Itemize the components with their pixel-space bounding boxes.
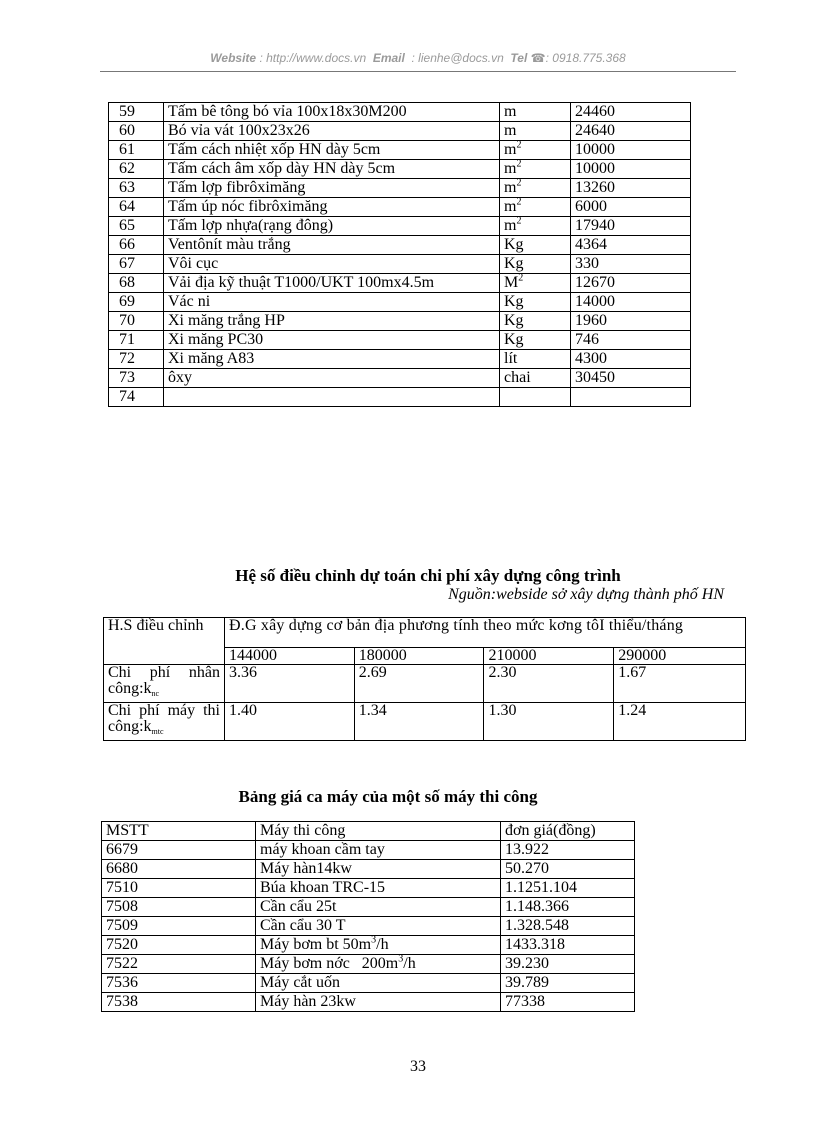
table-row bbox=[102, 898, 635, 917]
table-row bbox=[102, 860, 635, 879]
unit: $m^2$ bbox=[500, 179, 571, 198]
machine-name: Cần cẩu 25t bbox=[256, 898, 501, 917]
coef-row-label: Chi phí nhân $công:k_{nc}$ bbox=[104, 665, 225, 703]
unit: $m^2$ bbox=[500, 160, 571, 179]
website-url: : http://www.docs.vn bbox=[259, 51, 367, 65]
quantity: 17940 bbox=[571, 217, 691, 236]
wage-level: 210000 bbox=[484, 648, 614, 665]
page-header bbox=[100, 51, 736, 65]
machine-price: 13.922 bbox=[501, 841, 635, 860]
table-row bbox=[102, 955, 635, 974]
unit: m bbox=[500, 103, 571, 122]
material-name: Bó vỉa vát 100x23x26 bbox=[164, 122, 500, 141]
machine-code: 7509 bbox=[102, 917, 256, 936]
material-name: ôxy bbox=[164, 369, 500, 388]
page-number: 33 bbox=[410, 1058, 426, 1075]
tel-number: : 0918.775.368 bbox=[545, 51, 626, 65]
quantity: 1960 bbox=[571, 312, 691, 331]
material-name: Ventônít màu trắng bbox=[164, 236, 500, 255]
quantity bbox=[571, 388, 691, 407]
unit: chai bbox=[500, 369, 571, 388]
item-number: 66 bbox=[109, 236, 164, 255]
unit: Kg bbox=[500, 331, 571, 350]
item-number: 62 bbox=[109, 160, 164, 179]
table-row bbox=[102, 936, 635, 955]
table-row bbox=[109, 103, 691, 122]
dg-header: Đ.G xây dựng cơ bản địa phương tính theo mức kơng tôI thiểu/tháng bbox=[225, 618, 746, 648]
unit: Kg bbox=[500, 293, 571, 312]
table-row bbox=[109, 217, 691, 236]
quantity: 12670 bbox=[571, 274, 691, 293]
machine-price: 1.148.366 bbox=[501, 898, 635, 917]
tel-label: Tel bbox=[510, 51, 528, 65]
coef-row-machine bbox=[104, 703, 746, 741]
machine-code: 7510 bbox=[102, 879, 256, 898]
table-row bbox=[109, 293, 691, 312]
unit: m bbox=[500, 122, 571, 141]
material-name: Tấm cách nhiệt xốp HN dày 5cm bbox=[164, 141, 500, 160]
quantity: 24640 bbox=[571, 122, 691, 141]
machine-code: 7522 bbox=[102, 955, 256, 974]
wage-level: 180000 bbox=[354, 648, 484, 665]
header-divider bbox=[100, 71, 736, 72]
quantity: 10000 bbox=[571, 141, 691, 160]
item-number: 65 bbox=[109, 217, 164, 236]
material-name: Tấm bê tông bó vỉa 100x18x30M200 bbox=[164, 103, 500, 122]
machine-name: Búa khoan TRC-15 bbox=[256, 879, 501, 898]
material-name bbox=[164, 388, 500, 407]
quantity: 10000 bbox=[571, 160, 691, 179]
wage-level: 290000 bbox=[614, 648, 746, 665]
material-name: Tấm úp nóc fibrôximăng bbox=[164, 198, 500, 217]
column-header: đơn giá(đồng) bbox=[501, 822, 635, 841]
machine-price: 1.1251.104 bbox=[501, 879, 635, 898]
machine-price: 39.230 bbox=[501, 955, 635, 974]
item-number: 60 bbox=[109, 122, 164, 141]
coef-header-row bbox=[104, 618, 746, 648]
machine-price-title: Bảng giá ca máy của một số máy thi công bbox=[238, 787, 538, 806]
table-row bbox=[109, 274, 691, 293]
quantity: 30450 bbox=[571, 369, 691, 388]
table-row bbox=[109, 236, 691, 255]
unit: lít bbox=[500, 350, 571, 369]
machine-code: 7520 bbox=[102, 936, 256, 955]
coef-row-labour bbox=[104, 665, 746, 703]
unit bbox=[500, 388, 571, 407]
hs-header: H.S điều chỉnh bbox=[104, 618, 225, 665]
machine-price: 1.328.548 bbox=[501, 917, 635, 936]
machine-name: Máy hàn 23kw bbox=[256, 993, 501, 1012]
coefficient-table bbox=[103, 617, 746, 741]
quantity: 14000 bbox=[571, 293, 691, 312]
quantity: 746 bbox=[571, 331, 691, 350]
table-row bbox=[109, 369, 691, 388]
table-row bbox=[109, 160, 691, 179]
material-name: Tấm lợp nhựa(rạng đông) bbox=[164, 217, 500, 236]
machine-header-row bbox=[102, 822, 635, 841]
table-row bbox=[109, 350, 691, 369]
table-row bbox=[102, 879, 635, 898]
machine-price: 50.270 bbox=[501, 860, 635, 879]
machine-name: máy khoan cầm tay bbox=[256, 841, 501, 860]
item-number: 74 bbox=[109, 388, 164, 407]
unit: $m^2$ bbox=[500, 141, 571, 160]
email-label: Email bbox=[372, 51, 405, 65]
unit: Kg bbox=[500, 236, 571, 255]
machine-code: 7536 bbox=[102, 974, 256, 993]
quantity: 4364 bbox=[571, 236, 691, 255]
coef-value: 1.34 bbox=[354, 703, 484, 741]
item-number: 73 bbox=[109, 369, 164, 388]
coef-value: 1.24 bbox=[614, 703, 746, 741]
machine-name: Máy hàn14kw bbox=[256, 860, 501, 879]
unit: $m^2$ bbox=[500, 198, 571, 217]
machine-price: 77338 bbox=[501, 993, 635, 1012]
email-address: : lienhe@docs.vn bbox=[411, 51, 504, 65]
unit: Kg bbox=[500, 312, 571, 331]
machine-code: 7508 bbox=[102, 898, 256, 917]
machine-name: Máy bơm nớc $200m^3/h$ bbox=[256, 955, 501, 974]
quantity: 24460 bbox=[571, 103, 691, 122]
material-name: Xi măng A83 bbox=[164, 350, 500, 369]
material-name: Tấm cách âm xốp dày HN dày 5cm bbox=[164, 160, 500, 179]
table-row bbox=[109, 122, 691, 141]
item-number: 63 bbox=[109, 179, 164, 198]
quantity: 6000 bbox=[571, 198, 691, 217]
column-header: Máy thi công bbox=[256, 822, 501, 841]
column-header: MSTT bbox=[102, 822, 256, 841]
material-name: Xi măng PC30 bbox=[164, 331, 500, 350]
coef-value: 1.30 bbox=[484, 703, 614, 741]
table-row bbox=[109, 255, 691, 274]
machine-code: 7538 bbox=[102, 993, 256, 1012]
table-row bbox=[102, 841, 635, 860]
material-name: Vải địa kỹ thuật T1000/UKT 100mx4.5m bbox=[164, 274, 500, 293]
material-name: Xi măng trắng HP bbox=[164, 312, 500, 331]
quantity: 330 bbox=[571, 255, 691, 274]
machine-name: Cần cẩu 30 T bbox=[256, 917, 501, 936]
quantity: 4300 bbox=[571, 350, 691, 369]
coef-value: 2.30 bbox=[484, 665, 614, 703]
item-number: 61 bbox=[109, 141, 164, 160]
table-row bbox=[109, 388, 691, 407]
table-row bbox=[109, 312, 691, 331]
materials-table bbox=[108, 102, 691, 407]
table-row bbox=[109, 198, 691, 217]
item-number: 70 bbox=[109, 312, 164, 331]
machine-code: 6680 bbox=[102, 860, 256, 879]
unit: Kg bbox=[500, 255, 571, 274]
table-row bbox=[109, 331, 691, 350]
coef-value: 3.36 bbox=[225, 665, 355, 703]
item-number: 72 bbox=[109, 350, 164, 369]
wage-level: 144000 bbox=[225, 648, 355, 665]
phone-icon: ☎ bbox=[530, 51, 546, 65]
item-number: 64 bbox=[109, 198, 164, 217]
coef-row-label: Chi phí máy thi $công:k_{mtc}$ bbox=[104, 703, 225, 741]
coefficient-title: Hệ số điều chỉnh dự toán chi phí xây dựng công trình bbox=[235, 566, 621, 585]
coef-value: 1.40 bbox=[225, 703, 355, 741]
item-number: 59 bbox=[109, 103, 164, 122]
coefficient-source: Nguồn:webside sở xây dựng thành phố HN bbox=[448, 586, 724, 603]
machine-price: 39.789 bbox=[501, 974, 635, 993]
material-name: Vác ni bbox=[164, 293, 500, 312]
machine-price-table bbox=[101, 821, 635, 1012]
table-row bbox=[109, 141, 691, 160]
machine-name: Máy cắt uốn bbox=[256, 974, 501, 993]
item-number: 71 bbox=[109, 331, 164, 350]
quantity: 13260 bbox=[571, 179, 691, 198]
unit: $M^2$ bbox=[500, 274, 571, 293]
table-row bbox=[102, 993, 635, 1012]
coef-value: 2.69 bbox=[354, 665, 484, 703]
coef-value: 1.67 bbox=[614, 665, 746, 703]
unit: $m^2$ bbox=[500, 217, 571, 236]
item-number: 67 bbox=[109, 255, 164, 274]
table-row bbox=[102, 974, 635, 993]
table-row bbox=[109, 179, 691, 198]
item-number: 68 bbox=[109, 274, 164, 293]
material-name: Tấm lợp fibrôximăng bbox=[164, 179, 500, 198]
machine-code: 6679 bbox=[102, 841, 256, 860]
machine-name: Máy bơm bt $50m^3/h$ bbox=[256, 936, 501, 955]
material-name: Vôi cục bbox=[164, 255, 500, 274]
website-label: Website bbox=[210, 51, 257, 65]
machine-price: 1433.318 bbox=[501, 936, 635, 955]
table-row bbox=[102, 917, 635, 936]
item-number: 69 bbox=[109, 293, 164, 312]
